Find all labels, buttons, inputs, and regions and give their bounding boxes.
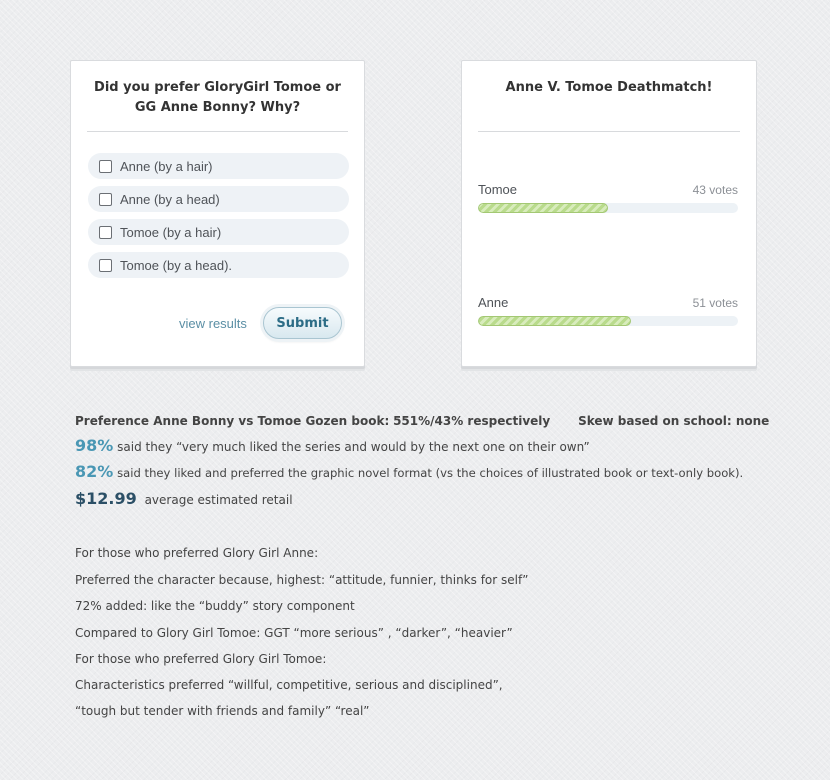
- poll-question: Did you prefer GloryGirl Tomoe or GG Anne Bonny? Why?: [94, 80, 341, 115]
- note-line: For those who preferred Glory Girl Anne:: [75, 546, 319, 560]
- checkbox[interactable]: [99, 193, 112, 206]
- preference-value: 551%/43% respectively: [393, 414, 551, 428]
- option-label: Tomoe (by a head).: [120, 257, 233, 273]
- poll-option-anne-hair[interactable]: [88, 153, 349, 179]
- note-line: Compared to Glory Girl Tomoe: GGT “more serious” , “darker”, “heavier”: [75, 626, 513, 640]
- checkbox[interactable]: [99, 160, 112, 173]
- price-text: average estimated retail: [144, 493, 293, 507]
- poll-divider: [87, 131, 348, 132]
- stat1-text: said they “very much liked the series and would by the next one on their own”: [117, 440, 590, 454]
- stat-line-1: [75, 436, 590, 455]
- results-divider: [478, 131, 740, 132]
- checkbox[interactable]: [99, 259, 112, 272]
- preference-line: [75, 414, 769, 428]
- result-votes-anne: 51 votes: [692, 296, 738, 310]
- results-card: [461, 60, 757, 367]
- price-value: $12.99: [75, 489, 137, 508]
- poll-card: [70, 60, 365, 367]
- poll-option-tomoe-hair[interactable]: [88, 219, 349, 245]
- result-bar-anne: [478, 316, 738, 326]
- result-name-tomoe: Tomoe: [478, 182, 518, 197]
- result-bar-tomoe: [478, 203, 738, 213]
- preference-label: Preference Anne Bonny vs Tomoe Gozen book:: [75, 414, 390, 428]
- checkbox[interactable]: [99, 226, 112, 239]
- submit-button[interactable]: Submit: [263, 307, 342, 339]
- results-title: Anne V. Tomoe Deathmatch!: [505, 80, 713, 95]
- stat1-percent: 98%: [75, 436, 114, 455]
- stat2-percent: 82%: [75, 462, 114, 481]
- note-line: For those who preferred Glory Girl Tomoe:: [75, 652, 327, 666]
- stat2-text: said they liked and preferred the graphic novel format (vs the choices of illustrated book or text-only book).: [117, 466, 744, 480]
- note-line: 72% added: like the “buddy” story component: [75, 599, 355, 613]
- stat-line-2: [75, 462, 743, 481]
- result-bar-fill-tomoe: [478, 203, 608, 213]
- poll-option-anne-head[interactable]: [88, 186, 349, 212]
- price-line: [75, 489, 293, 508]
- poll-option-tomoe-head[interactable]: [88, 252, 349, 278]
- note-line: “tough but tender with friends and family” “real”: [75, 704, 370, 718]
- view-results-link[interactable]: view results: [179, 316, 247, 331]
- option-label: Anne (by a hair): [120, 158, 213, 174]
- option-label: Tomoe (by a hair): [120, 224, 222, 240]
- option-label: Anne (by a head): [120, 191, 220, 207]
- result-votes-tomoe: 43 votes: [692, 183, 738, 197]
- note-line: Preferred the character because, highest: “attitude, funnier, thinks for self”: [75, 573, 529, 587]
- skew-text: Skew based on school: none: [578, 414, 770, 428]
- result-bar-fill-anne: [478, 316, 631, 326]
- result-name-anne: Anne: [478, 295, 509, 310]
- note-line: Characteristics preferred “willful, competitive, serious and disciplined”,: [75, 678, 503, 692]
